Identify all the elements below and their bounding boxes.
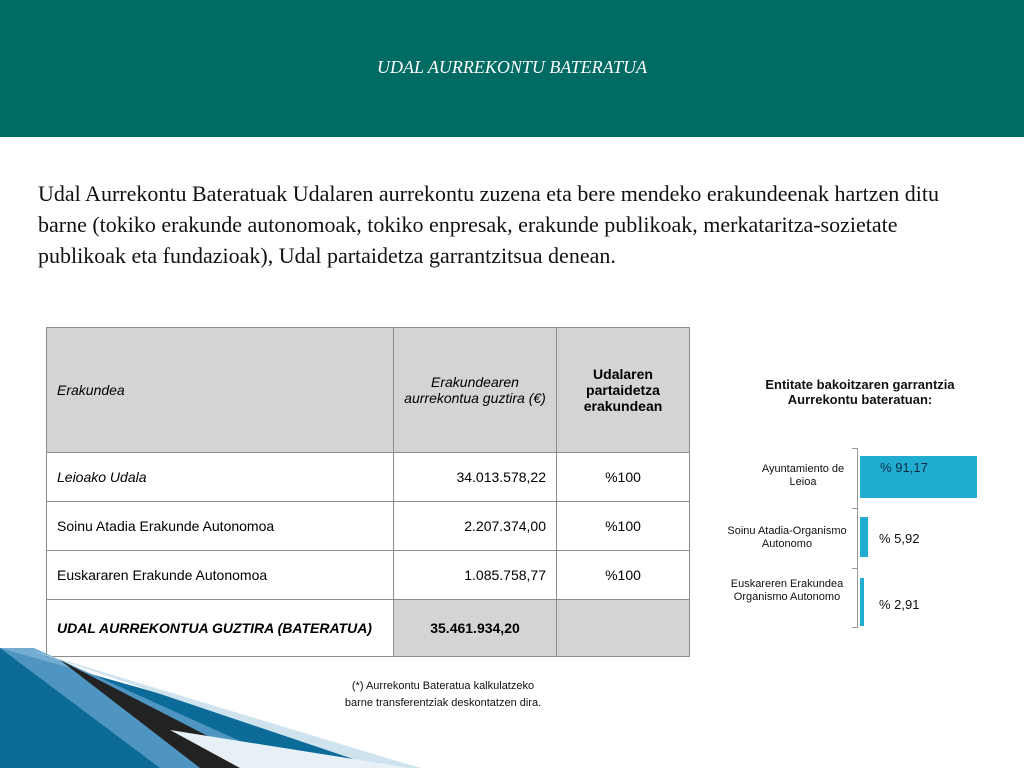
entity-budget: 2.207.374,00	[394, 502, 557, 551]
footnote-line-2: barne transferentziak deskontatzen dira.	[344, 697, 542, 709]
total-label: UDAL AURREKONTUA GUZTIRA (BATERATUA)	[47, 600, 394, 657]
chart-title: Entitate bakoitzaren garrantzia Aurrekontu bateratuan:	[765, 377, 955, 407]
column-header-budget: Erakundearen aurrekontua guztira (€)	[394, 328, 557, 453]
bar-value-leioa: % 91,17	[880, 460, 928, 475]
intro-paragraph: Udal Aurrekontu Bateratuak Udalaren aurrekontu zuzena eta bere mendeko erakundeenak hartzen ditu barne (tokiko erakunde autonomoak, tokiko enpresak, erakunde publikoak, merkataritza-sozietate publikoak eta fundazioak), Udal partaidetza garrantzitsua denean.	[38, 181, 939, 268]
page-title: UDAL AURREKONTU BATERATUA	[376, 57, 647, 77]
bar-label-soinu: Soinu Atadia-Organismo Autonomo	[727, 525, 847, 550]
entity-name: Leioako Udala	[47, 453, 394, 502]
column-header-share: Udalaren partaidetza erakundean	[557, 328, 690, 453]
bar-value-euskara: % 2,91	[879, 597, 920, 612]
bar-label-leioa: Ayuntamiento de Leioa	[761, 463, 845, 488]
entity-budget: 34.013.578,22	[394, 453, 557, 502]
column-header-entity: Erakundea	[47, 328, 394, 453]
entity-share: %100	[557, 502, 690, 551]
footnote-line-1: (*) Aurrekontu Bateratua kalkulatzeko	[351, 680, 535, 692]
entity-name: Euskararen Erakunde Autonomoa	[47, 551, 394, 600]
entity-share: %100	[557, 453, 690, 502]
bar-value-soinu: % 5,92	[879, 531, 920, 546]
bar-label-euskara: Euskareren Erakundea Organismo Autonomo	[730, 578, 844, 603]
entity-name: Soinu Atadia Erakunde Autonomoa	[47, 502, 394, 551]
total-budget: 35.461.934,20	[394, 600, 557, 657]
entity-budget: 1.085.758,77	[394, 551, 557, 600]
entity-share: %100	[557, 551, 690, 600]
